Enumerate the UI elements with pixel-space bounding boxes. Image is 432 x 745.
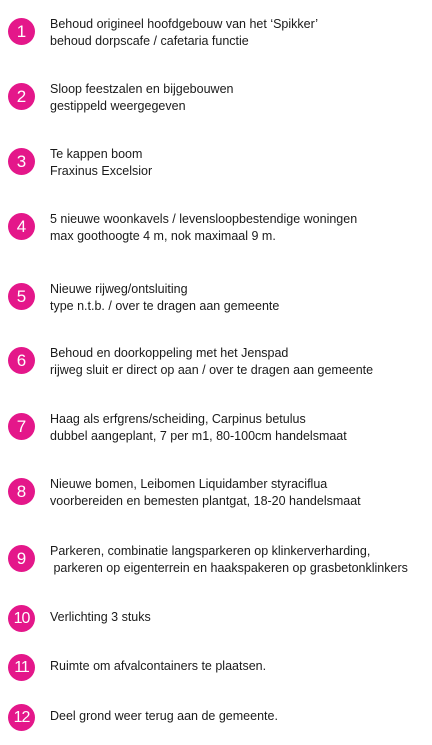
number-badge: 5 [8, 283, 35, 310]
legend-item-line: Parkeren, combinatie langsparkeren op klinkerverharding, [50, 544, 371, 558]
legend-item-10 [8, 603, 428, 632]
number-badge: 12 [8, 704, 35, 731]
legend-item-text [50, 702, 278, 725]
legend-item-line: 5 nieuwe woonkavels / levensloopbestendige woningen [50, 212, 358, 226]
legend-item-line: gestippeld weergegeven [50, 99, 186, 113]
legend-item-line: Sloop feestzalen en bijgebouwen [50, 82, 234, 96]
legend-item-9 [8, 543, 428, 577]
legend-item-11 [8, 652, 428, 681]
legend-item-text [50, 16, 318, 50]
legend-item-line: Deel grond weer terug aan de gemeente. [50, 709, 278, 723]
legend-item-line: type n.t.b. / over te dragen aan gemeente [50, 299, 280, 313]
legend-item-line: dubbel aangeplant, 7 per m1, 80-100cm handelsmaat [50, 429, 347, 443]
legend-item-3 [8, 146, 428, 180]
legend-item-text [50, 476, 361, 510]
number-badge: 6 [8, 347, 35, 374]
legend-item-line: Fraxinus Excelsior [50, 164, 153, 178]
legend-item-7 [8, 411, 428, 445]
legend-item-text [50, 146, 152, 180]
legend-item-8 [8, 476, 428, 510]
legend-item-6 [8, 345, 428, 379]
legend-item-line: Haag als erfgrens/scheiding, Carpinus betulus [50, 412, 306, 426]
legend-item-text [50, 211, 357, 245]
number-badge: 7 [8, 413, 35, 440]
legend-item-2 [8, 81, 428, 115]
number-badge: 2 [8, 83, 35, 110]
legend-item-line: Verlichting 3 stuks [50, 610, 151, 624]
legend-item-text [50, 652, 266, 675]
legend-item-1 [8, 16, 428, 50]
legend-item-line: rijweg sluit er direct op aan / over te dragen aan gemeente [50, 363, 374, 377]
legend-item-line: Ruimte om afvalcontainers te plaatsen. [50, 659, 267, 673]
legend-item-line: voorbereiden en bemesten plantgat, 18-20 handelsmaat [50, 494, 361, 508]
number-badge: 3 [8, 148, 35, 175]
legend-item-line: Nieuwe rijweg/ontsluiting [50, 282, 188, 296]
legend-item-text [50, 281, 279, 315]
number-badge: 10 [8, 605, 35, 632]
legend-item-12 [8, 702, 428, 731]
legend-item-text [50, 543, 408, 577]
number-badge: 11 [8, 654, 35, 681]
legend-item-line: parkeren op eigenterrein en haakspakeren op grasbetonklinkers [50, 561, 408, 575]
legend-item-text [50, 345, 373, 379]
legend-item-line: Behoud origineel hoofdgebouw van het ‘Spikker’ [50, 17, 319, 31]
legend-item-line: behoud dorpscafe / cafetaria functie [50, 34, 249, 48]
number-badge: 9 [8, 545, 35, 572]
number-badge: 1 [8, 18, 35, 45]
legend-item-4 [8, 211, 428, 245]
legend-item-5 [8, 281, 428, 315]
legend-item-line: max goothoogte 4 m, nok maximaal 9 m. [50, 229, 276, 243]
legend-item-text [50, 603, 151, 626]
legend-item-text [50, 411, 347, 445]
legend-item-line: Nieuwe bomen, Leibomen Liquidamber styraciflua [50, 477, 328, 491]
legend-item-text [50, 81, 233, 115]
legend-item-line: Te kappen boom [50, 147, 143, 161]
number-badge: 4 [8, 213, 35, 240]
number-badge: 8 [8, 478, 35, 505]
legend-item-line: Behoud en doorkoppeling met het Jenspad [50, 346, 289, 360]
